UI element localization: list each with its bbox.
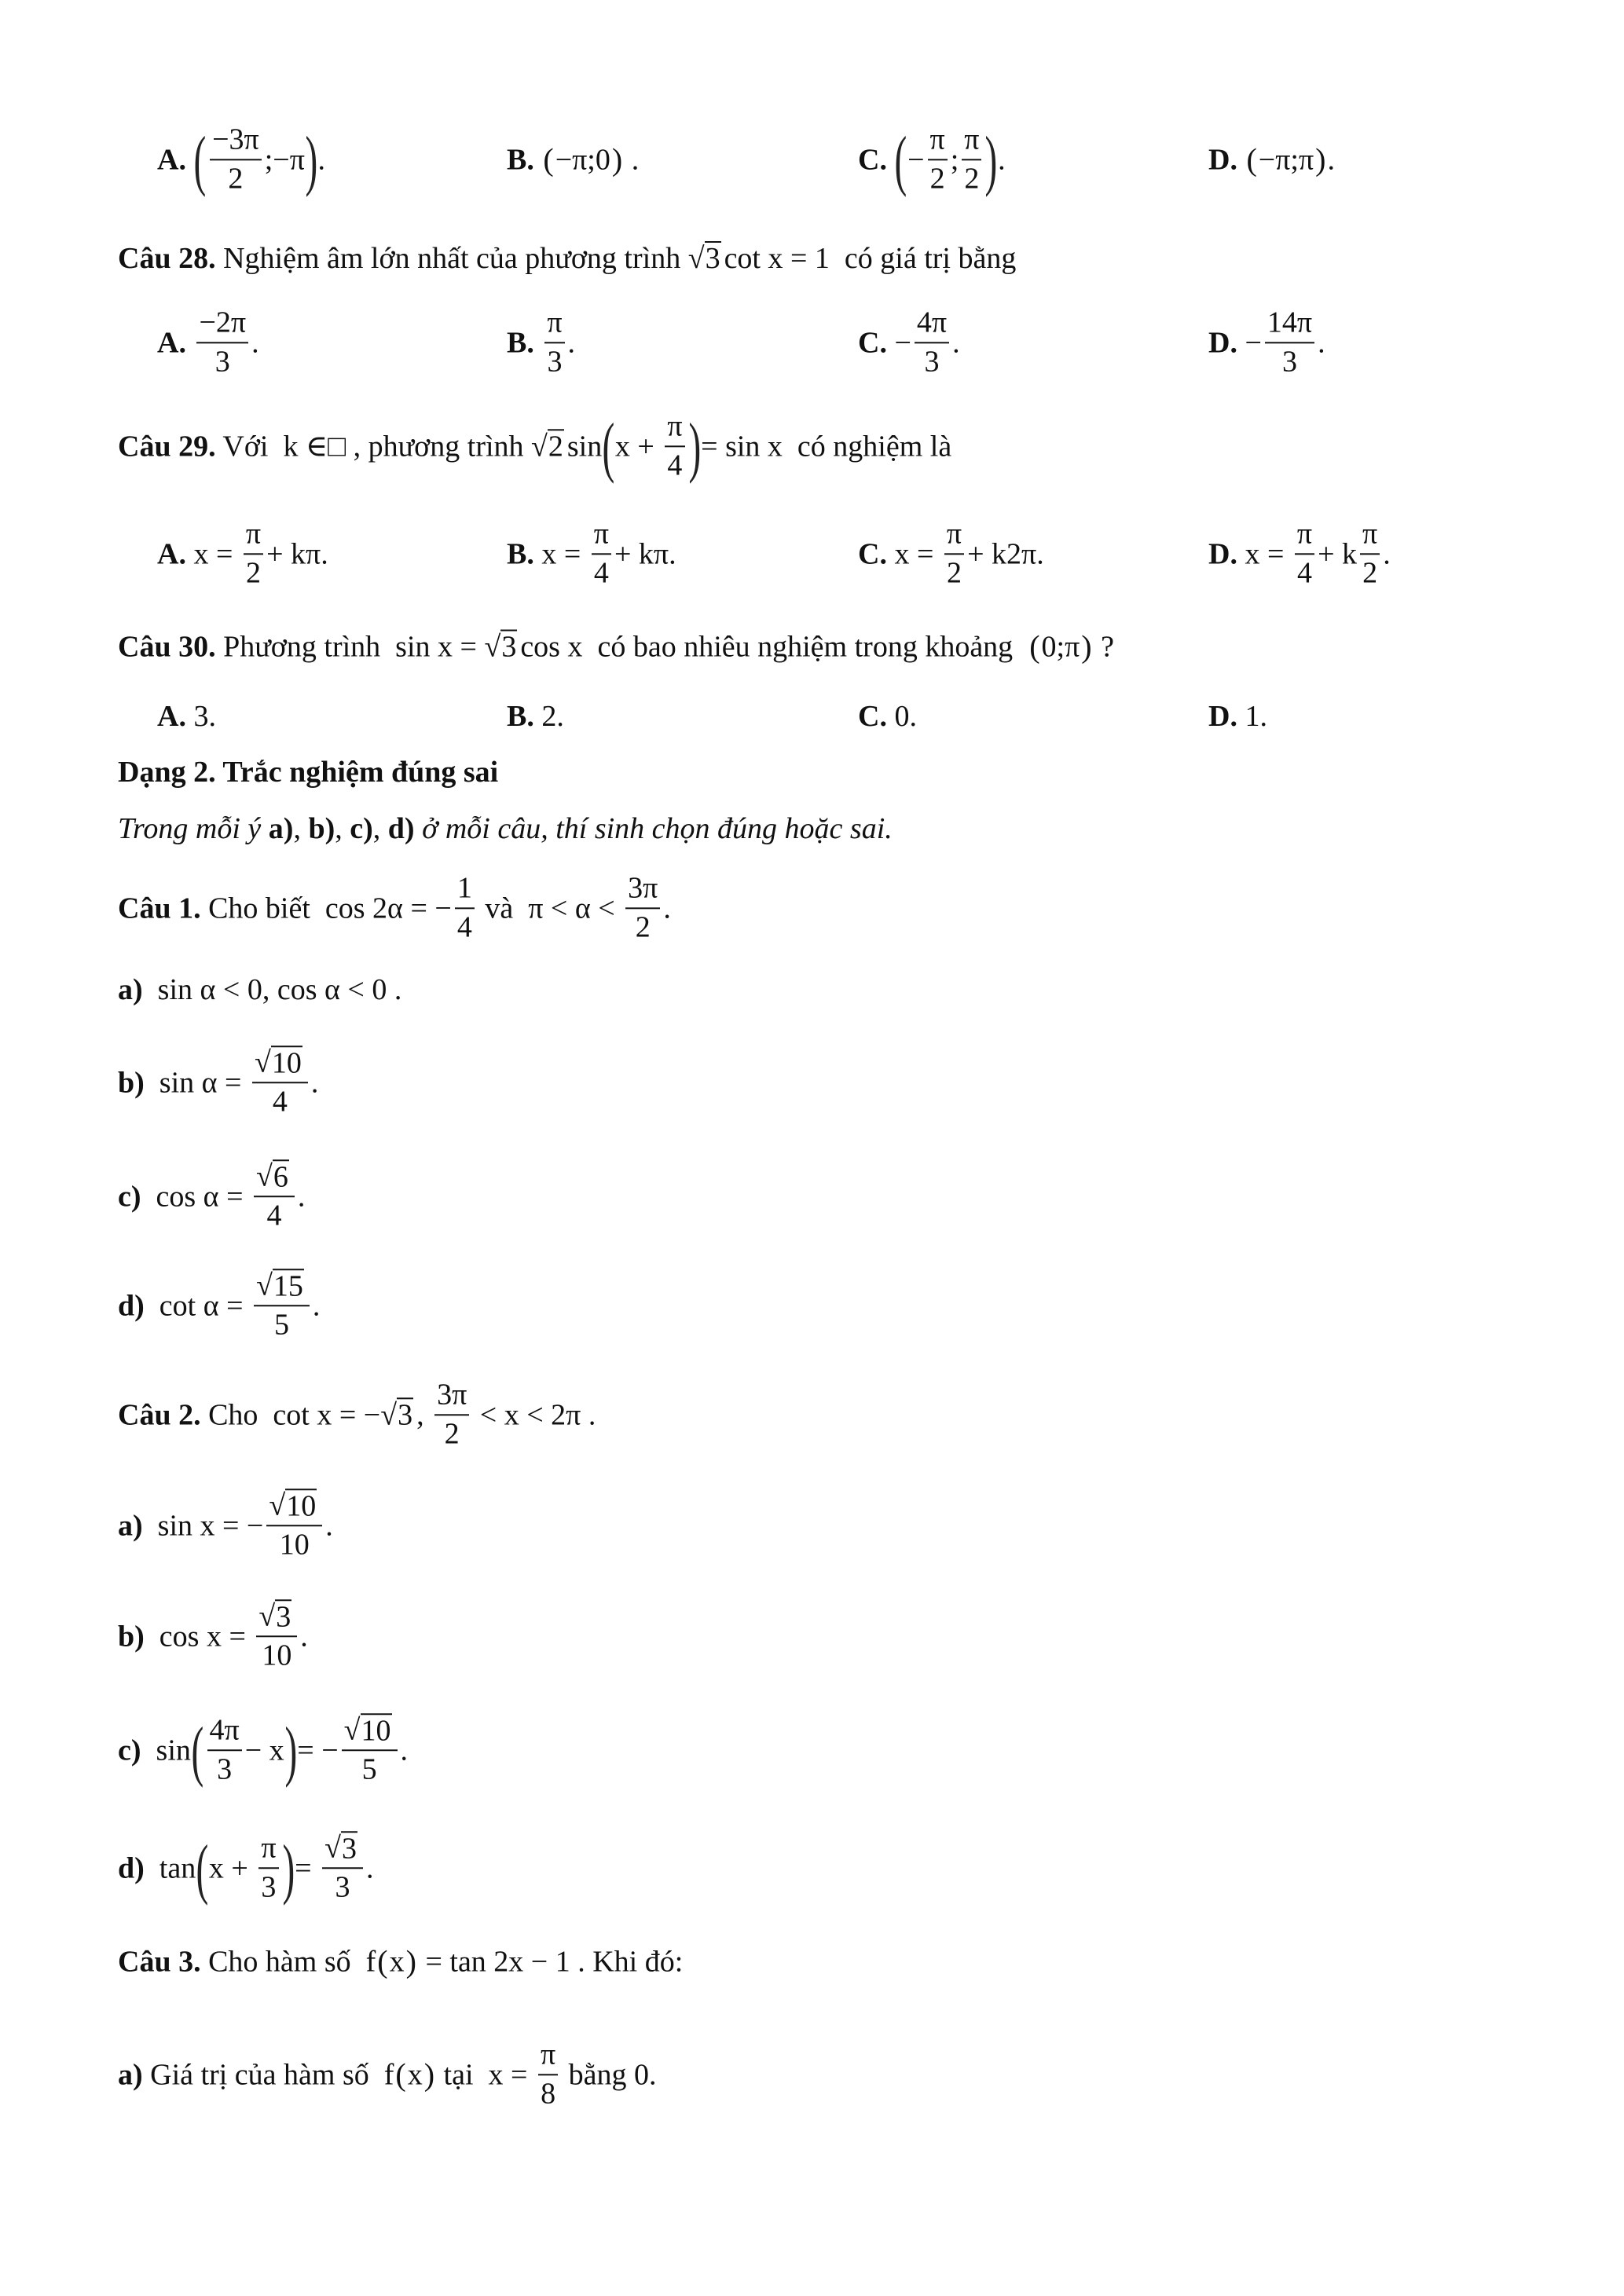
large-parenthesis: ) — [687, 408, 701, 484]
text: Cho cot x = − — [200, 1398, 381, 1431]
numerator — [252, 1045, 308, 1083]
numerator: π — [258, 1831, 278, 1869]
fraction — [1295, 517, 1314, 590]
sqrt-expression — [531, 429, 564, 463]
sqrt-expression — [324, 1831, 357, 1866]
radical-sign-icon: √ — [380, 1398, 398, 1431]
numerator: π — [928, 123, 948, 160]
denominator: 2 — [228, 162, 244, 195]
radical-sign-icon: √ — [269, 1489, 286, 1522]
radical-sign-icon: √ — [258, 1599, 276, 1633]
option-c — [858, 306, 960, 379]
text: + k — [1318, 537, 1358, 570]
text: = tan 2x − 1 . Khi đó: — [417, 1945, 684, 1978]
text: x + — [208, 1851, 256, 1884]
numerator: π — [1295, 517, 1314, 555]
radical-sign-icon: √ — [256, 1159, 273, 1193]
radicand: 6 — [273, 1160, 288, 1194]
fraction — [434, 1378, 469, 1451]
fraction — [196, 306, 248, 379]
bold-text: d) — [118, 1288, 145, 1322]
denominator: 4 — [272, 1085, 288, 1119]
text: tan — [144, 1851, 196, 1884]
parenthesis: ( — [1029, 628, 1040, 665]
fraction — [244, 517, 263, 590]
radical-sign-icon: √ — [484, 630, 501, 663]
text: bằng 0. — [561, 2058, 657, 2091]
bold-text: D. — [1208, 143, 1245, 176]
option-b — [507, 141, 639, 178]
parenthesis: ) — [1315, 141, 1326, 178]
large-parenthesis: ) — [984, 122, 998, 197]
fraction — [256, 1599, 297, 1672]
large-parenthesis: ( — [191, 1712, 204, 1788]
fraction — [665, 409, 684, 482]
text: . — [400, 1733, 409, 1767]
fraction — [1265, 306, 1314, 379]
text: Với k ∈□ , phương trình — [215, 430, 532, 463]
text: Cho biết cos 2α = − — [200, 892, 452, 925]
text: . — [251, 326, 259, 359]
section-title — [118, 755, 498, 789]
radicand: 3 — [341, 1832, 357, 1866]
numerator: 14π — [1265, 306, 1314, 343]
fraction — [928, 123, 948, 196]
denominator: 4 — [667, 449, 683, 482]
text: . — [310, 1065, 319, 1099]
text: = − — [297, 1733, 339, 1767]
text: sin — [141, 1733, 191, 1767]
numerator — [322, 1831, 363, 1869]
text: ; — [950, 143, 959, 176]
text: , — [416, 1398, 432, 1431]
numerator — [254, 1269, 310, 1306]
text: tại x = — [436, 2058, 535, 2091]
statement-a — [118, 1489, 333, 1562]
numerator: π — [944, 517, 964, 555]
fraction — [207, 1713, 242, 1786]
text: cos x có bao nhiêu nghiệm trong khoảng — [520, 630, 1028, 663]
option-b — [507, 699, 564, 734]
text: . — [1383, 537, 1391, 570]
denominator: 4 — [266, 1199, 282, 1232]
text: x = — [1245, 537, 1292, 570]
bold-text: Câu 2. — [118, 1398, 201, 1431]
sqrt-expression — [255, 1045, 302, 1080]
text: . — [952, 326, 960, 359]
text: cot x = 1 có giá trị bằng — [724, 242, 1017, 275]
radicand: 15 — [273, 1269, 303, 1303]
numerator — [256, 1599, 297, 1637]
numerator: π — [538, 2038, 558, 2075]
statement-a — [118, 972, 401, 1007]
bold-text: b) — [308, 812, 335, 845]
parenthesis: ) — [423, 2056, 435, 2093]
denominator: 4 — [456, 910, 472, 943]
numerator: π — [962, 123, 981, 160]
numerator: 4π — [207, 1713, 242, 1751]
parenthesis: ( — [1246, 141, 1257, 178]
fraction — [962, 123, 981, 196]
text: . — [567, 326, 576, 359]
text: 2. — [533, 700, 564, 733]
bold-text: a) — [268, 812, 294, 845]
radicand: 10 — [361, 1714, 391, 1748]
text: x = — [541, 537, 588, 570]
denominator: 3 — [335, 1870, 350, 1904]
bold-text: C. — [858, 700, 887, 733]
bold-text: B. — [507, 700, 534, 733]
bold-text: a) — [118, 2058, 143, 2091]
text: 0;π — [1041, 630, 1080, 663]
fraction — [210, 123, 262, 196]
radical-sign-icon: √ — [687, 242, 705, 275]
text: = — [295, 1851, 320, 1884]
sqrt-expression — [269, 1489, 317, 1523]
italic-text: ở mỗi câu, thí sinh chọn đúng hoặc sai. — [414, 812, 893, 845]
numerator — [266, 1489, 322, 1526]
radicand: 10 — [286, 1489, 317, 1523]
denominator: 2 — [964, 162, 980, 195]
question-29-stem — [118, 409, 951, 482]
text: − — [907, 143, 925, 176]
true-false-question-2-stem — [118, 1378, 596, 1451]
statement-c — [118, 1713, 408, 1786]
denominator: 4 — [593, 556, 609, 589]
option-a — [157, 517, 328, 590]
numerator — [254, 1159, 295, 1197]
parenthesis: ( — [395, 2056, 406, 2093]
fraction — [544, 306, 564, 379]
large-parenthesis: ) — [281, 1829, 295, 1906]
denominator: 3 — [217, 1752, 233, 1785]
option-d — [1208, 141, 1335, 178]
statement-d — [118, 1269, 320, 1342]
option-d — [1208, 306, 1325, 379]
text: + kπ. — [266, 537, 328, 570]
fraction — [1360, 517, 1380, 590]
text: . — [365, 1851, 374, 1884]
denominator: 3 — [547, 345, 563, 378]
radicand: 3 — [276, 1600, 291, 1634]
text: . — [300, 1619, 308, 1653]
bold-text: c) — [118, 1179, 141, 1213]
radical-sign-icon: √ — [531, 430, 548, 463]
bold-text: C. — [858, 537, 895, 570]
radical-sign-icon: √ — [324, 1831, 341, 1865]
large-parenthesis: ( — [894, 122, 907, 197]
bold-text: Câu 30. — [118, 630, 216, 663]
bold-text: D. — [1208, 537, 1245, 570]
statement-a — [118, 2038, 657, 2111]
text: cos x = — [144, 1619, 254, 1653]
bold-text: Câu 3. — [118, 1945, 201, 1978]
text: . — [317, 143, 326, 176]
large-parenthesis: ( — [602, 408, 615, 484]
fraction — [592, 517, 611, 590]
text: . — [325, 1508, 333, 1542]
text: . — [998, 143, 1006, 176]
large-parenthesis: ( — [196, 1829, 209, 1906]
bold-text: Câu 1. — [118, 892, 201, 925]
bold-text: b) — [118, 1619, 145, 1653]
sqrt-expression — [258, 1599, 291, 1634]
option-a — [157, 699, 216, 734]
denominator: 2 — [635, 910, 651, 943]
text: , — [293, 812, 309, 845]
text: cos α = — [141, 1179, 251, 1213]
fraction — [944, 517, 964, 590]
denominator: 4 — [1296, 556, 1312, 589]
denominator: 10 — [279, 1528, 310, 1562]
statement-d — [118, 1831, 373, 1904]
question-28-stem — [118, 241, 1016, 276]
denominator: 2 — [444, 1417, 460, 1450]
bold-text: B. — [507, 143, 542, 176]
bold-text: D. — [1208, 700, 1237, 733]
bold-text: b) — [118, 1065, 145, 1099]
fraction — [625, 871, 660, 944]
option-c — [858, 699, 917, 734]
question-30-stem — [118, 628, 1114, 665]
fraction — [342, 1713, 398, 1786]
numerator: 3π — [434, 1378, 469, 1415]
large-parenthesis: ) — [305, 122, 318, 197]
radicand: 3 — [398, 1398, 413, 1432]
sqrt-expression — [344, 1713, 392, 1748]
text: . — [1318, 326, 1325, 359]
radical-sign-icon: √ — [343, 1713, 361, 1747]
sqrt-expression — [484, 629, 517, 664]
option-d — [1208, 699, 1267, 734]
large-parenthesis: ) — [284, 1712, 297, 1788]
denominator: 3 — [261, 1869, 277, 1903]
statement-b — [118, 1599, 308, 1672]
radicand: 3 — [501, 630, 517, 664]
text: ;−π — [264, 143, 305, 176]
bold-text: a) — [118, 1508, 143, 1542]
text: − — [1245, 326, 1262, 359]
numerator: π — [244, 517, 263, 555]
bold-text: C. — [858, 326, 895, 359]
true-false-question-3-stem — [118, 1943, 683, 1980]
bold-text: B. — [507, 537, 542, 570]
parenthesis: ( — [377, 1943, 388, 1979]
option-a — [157, 123, 325, 196]
text: cot α = — [144, 1288, 251, 1322]
text: sin — [566, 430, 603, 463]
statement-b — [118, 1045, 318, 1119]
bold-text: A. — [157, 143, 194, 176]
fraction — [254, 1159, 295, 1232]
text: . — [1327, 143, 1335, 176]
bold-text: Câu 29. — [118, 430, 216, 463]
text: . — [624, 143, 640, 176]
text: Nghiệm âm lớn nhất của phương trình — [215, 242, 688, 275]
denominator: 3 — [924, 345, 940, 378]
denominator: 3 — [214, 345, 230, 378]
parenthesis: ( — [543, 141, 554, 178]
text: − — [894, 326, 911, 359]
text: − x — [244, 1733, 284, 1767]
parenthesis: ) — [1081, 628, 1092, 665]
text: , — [372, 812, 388, 845]
denominator: 2 — [245, 556, 261, 589]
text: , — [335, 812, 350, 845]
option-b — [507, 306, 575, 379]
fraction — [258, 1831, 278, 1904]
option-c — [858, 517, 1044, 590]
denominator: 2 — [1362, 556, 1378, 589]
text: sin α = — [144, 1065, 249, 1099]
bold-text: a) — [118, 973, 143, 1006]
text: −π;0 — [555, 143, 610, 176]
numerator: π — [592, 517, 611, 555]
text: < x < 2π . — [472, 1398, 596, 1431]
bold-text: B. — [507, 326, 542, 359]
option-b — [507, 517, 676, 590]
fraction — [538, 2038, 558, 2111]
denominator: 2 — [946, 556, 962, 589]
option-d — [1208, 517, 1391, 590]
text: x — [407, 2058, 423, 2091]
denominator: 10 — [262, 1639, 292, 1672]
radical-sign-icon: √ — [256, 1269, 273, 1302]
sqrt-expression — [256, 1269, 304, 1303]
radicand: 3 — [705, 242, 720, 276]
numerator: 4π — [915, 306, 949, 343]
bold-text: A. — [157, 700, 186, 733]
text: x = — [193, 537, 240, 570]
sqrt-expression — [688, 241, 721, 276]
text: −π;π — [1258, 143, 1314, 176]
text: + kπ. — [614, 537, 676, 570]
text: + k2π. — [967, 537, 1044, 570]
statement-c — [118, 1159, 305, 1232]
bold-text: c) — [118, 1733, 141, 1767]
fraction — [455, 871, 475, 944]
text: 0. — [886, 700, 917, 733]
text: x — [389, 1945, 405, 1978]
bold-text: A. — [157, 326, 194, 359]
bold-text: c) — [350, 812, 373, 845]
bold-text: C. — [858, 143, 895, 176]
text: 1. — [1237, 700, 1267, 733]
parenthesis: ) — [405, 1943, 416, 1979]
bold-text: d) — [387, 812, 415, 845]
denominator: 8 — [541, 2077, 556, 2110]
text: . — [663, 892, 671, 925]
text: . — [312, 1288, 321, 1322]
numerator: π — [544, 306, 564, 343]
option-a — [157, 306, 259, 379]
fraction — [252, 1045, 308, 1119]
radicand: 10 — [271, 1046, 302, 1080]
text: Giá trị của hàm số f — [142, 2058, 394, 2091]
text: = sin x có nghiệm là — [701, 430, 952, 463]
numerator: π — [1360, 517, 1380, 555]
text: Cho hàm số f — [200, 1945, 376, 1978]
fraction — [266, 1489, 322, 1562]
numerator — [342, 1713, 398, 1751]
denominator: 5 — [273, 1308, 289, 1342]
true-false-question-1-stem — [118, 871, 671, 944]
text: . — [297, 1179, 306, 1213]
numerator: −3π — [210, 123, 262, 160]
radical-sign-icon: √ — [254, 1045, 271, 1079]
fraction — [915, 306, 949, 379]
numerator: 1 — [455, 871, 475, 909]
radicand: 2 — [548, 430, 563, 463]
fraction — [322, 1831, 363, 1904]
italic-text: Trong mỗi ý — [118, 812, 269, 845]
text: và π < α < — [477, 892, 623, 925]
denominator: 5 — [361, 1752, 377, 1786]
bold-text: A. — [157, 537, 194, 570]
option-c — [858, 123, 1006, 196]
numerator: −2π — [196, 306, 248, 343]
text: 3. — [185, 700, 216, 733]
numerator: 3π — [625, 871, 660, 909]
sqrt-expression — [380, 1397, 413, 1432]
parenthesis: ) — [611, 141, 623, 178]
text: Phương trình sin x = — [215, 630, 485, 663]
text: sin x = − — [142, 1508, 264, 1542]
denominator: 3 — [1281, 345, 1297, 378]
text: x + — [614, 430, 662, 463]
bold-text: Dạng 2. Trắc nghiệm đúng sai — [118, 756, 499, 789]
denominator: 2 — [929, 162, 945, 195]
text: ? — [1093, 630, 1114, 663]
large-parenthesis: ( — [193, 122, 207, 197]
sqrt-expression — [256, 1159, 289, 1194]
fraction — [254, 1269, 310, 1342]
text: x = — [894, 537, 941, 570]
bold-text: D. — [1208, 326, 1245, 359]
text: sin α < 0, cos α < 0 . — [142, 973, 402, 1006]
section-instruction — [118, 811, 893, 846]
bold-text: d) — [118, 1851, 145, 1884]
bold-text: Câu 28. — [118, 242, 216, 275]
numerator: π — [665, 409, 684, 447]
